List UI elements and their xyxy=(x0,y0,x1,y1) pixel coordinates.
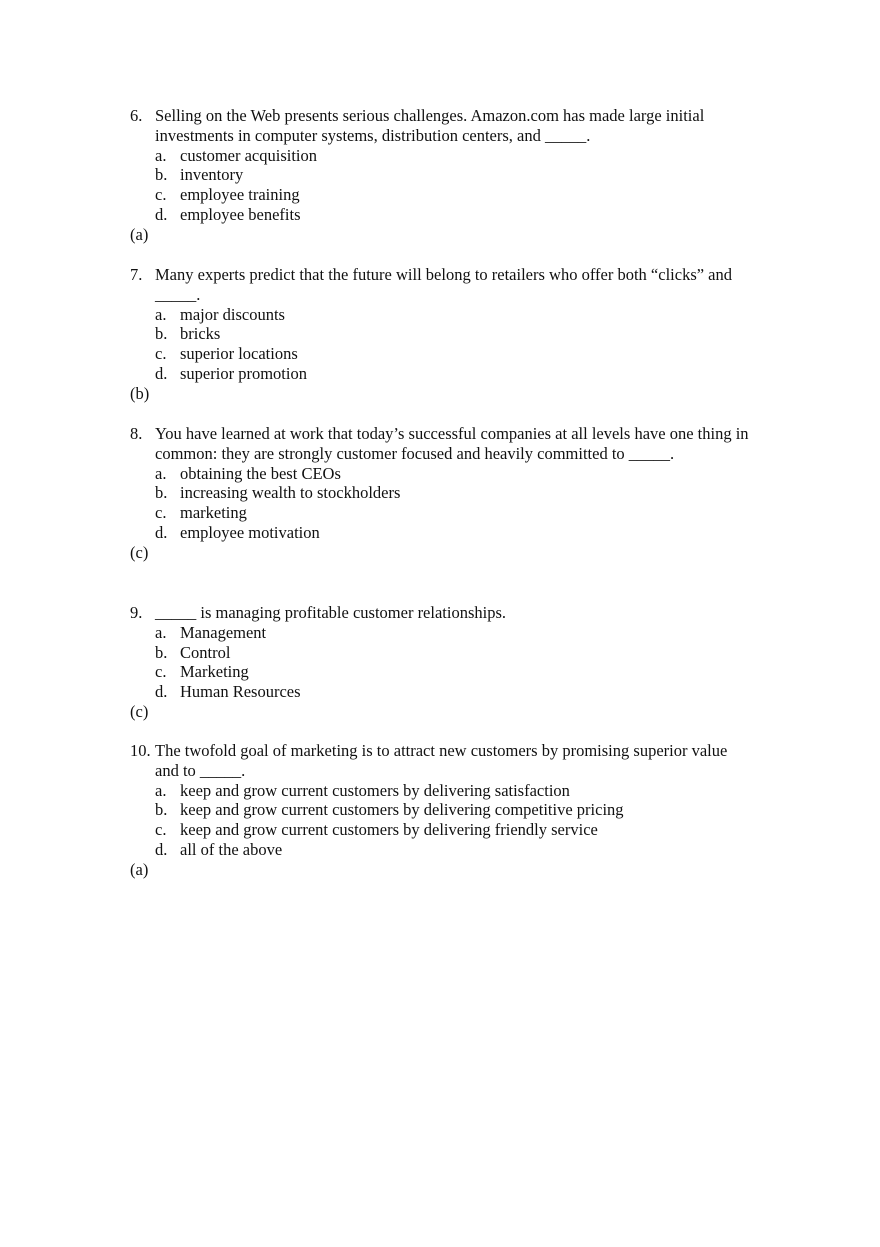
option-a xyxy=(155,781,750,801)
option-list xyxy=(130,464,750,543)
option-text: customer acquisition xyxy=(180,145,318,165)
option-letter: a. xyxy=(155,780,167,800)
option-b xyxy=(155,483,750,503)
option-c xyxy=(155,662,750,682)
question-6 xyxy=(130,106,750,245)
option-letter: a. xyxy=(155,304,167,324)
answer-key: (c) xyxy=(130,542,149,562)
question-text: You have learned at work that today’s successful companies at all levels have one thing in common: they are strongly customer focused and heavily committed to _____. xyxy=(155,424,749,463)
option-text: keep and grow current customers by delivering satisfaction xyxy=(180,780,570,800)
question-8 xyxy=(130,424,750,563)
option-list xyxy=(130,146,750,225)
option-letter: d. xyxy=(155,839,168,859)
option-d xyxy=(155,840,750,860)
option-text: keep and grow current customers by delivering friendly service xyxy=(180,820,598,840)
question-stem xyxy=(130,424,750,464)
option-text: Human Resources xyxy=(180,682,301,702)
answer-key: (b) xyxy=(130,383,150,403)
option-letter: d. xyxy=(155,204,168,224)
option-text: marketing xyxy=(180,503,247,523)
question-text: Many experts predict that the future will belong to retailers who offer both “clicks” and _____. xyxy=(155,265,733,304)
option-letter: b. xyxy=(155,165,168,185)
option-text: keep and grow current customers by delivering competitive pricing xyxy=(180,800,624,820)
option-c xyxy=(155,820,750,840)
option-text: superior promotion xyxy=(180,363,307,383)
option-d xyxy=(155,205,750,225)
option-letter: a. xyxy=(155,622,167,642)
option-letter: c. xyxy=(155,185,167,205)
option-letter: d. xyxy=(155,682,168,702)
question-7 xyxy=(130,265,750,404)
question-text: The twofold goal of marketing is to attract new customers by promising superior value and to _____. xyxy=(155,741,728,780)
option-a xyxy=(155,623,750,643)
option-d xyxy=(155,523,750,543)
option-c xyxy=(155,185,750,205)
option-text: Control xyxy=(180,642,231,662)
option-text: major discounts xyxy=(180,304,285,324)
answer-key: (a) xyxy=(130,224,149,244)
question-stem xyxy=(130,106,750,146)
option-text: employee training xyxy=(180,185,300,205)
question-text: _____ is managing profitable customer relationships. xyxy=(155,603,507,622)
answer-key: (c) xyxy=(130,701,149,721)
option-text: obtaining the best CEOs xyxy=(180,463,341,483)
question-10 xyxy=(130,741,750,880)
option-b xyxy=(155,324,750,344)
option-letter: b. xyxy=(155,483,168,503)
option-letter: b. xyxy=(155,324,168,344)
option-text: increasing wealth to stockholders xyxy=(180,483,401,503)
option-a xyxy=(155,464,750,484)
answer-key: (a) xyxy=(130,859,149,879)
option-letter: c. xyxy=(155,503,167,523)
option-letter: b. xyxy=(155,642,168,662)
option-b xyxy=(155,800,750,820)
option-text: inventory xyxy=(180,165,244,185)
option-list xyxy=(130,781,750,860)
question-stem xyxy=(130,265,750,305)
option-list xyxy=(130,623,750,702)
option-text: Marketing xyxy=(180,662,249,682)
option-d xyxy=(155,682,750,702)
option-a xyxy=(155,146,750,166)
option-letter: c. xyxy=(155,344,167,364)
option-text: employee motivation xyxy=(180,522,320,542)
question-number: 9. xyxy=(130,603,143,622)
question-number: 10. xyxy=(130,741,151,760)
question-text: Selling on the Web presents serious challenges. Amazon.com has made large initial investments in computer systems, distribution centers, and _____. xyxy=(155,106,705,145)
question-number: 7. xyxy=(130,265,143,284)
question-stem xyxy=(130,741,750,781)
question-stem xyxy=(130,603,750,623)
option-letter: c. xyxy=(155,820,167,840)
question-9 xyxy=(130,603,750,722)
question-number: 6. xyxy=(130,106,143,125)
option-d xyxy=(155,364,750,384)
option-a xyxy=(155,305,750,325)
option-list xyxy=(130,305,750,384)
option-c xyxy=(155,503,750,523)
option-text: bricks xyxy=(180,324,221,344)
option-letter: b. xyxy=(155,800,168,820)
question-number: 8. xyxy=(130,424,143,443)
option-letter: a. xyxy=(155,463,167,483)
option-text: superior locations xyxy=(180,344,298,364)
option-c xyxy=(155,344,750,364)
option-text: all of the above xyxy=(180,839,283,859)
option-letter: d. xyxy=(155,522,168,542)
option-letter: a. xyxy=(155,145,167,165)
option-letter: d. xyxy=(155,363,168,383)
option-text: Management xyxy=(180,622,267,642)
option-b xyxy=(155,165,750,185)
option-letter: c. xyxy=(155,662,167,682)
option-text: employee benefits xyxy=(180,204,301,224)
option-b xyxy=(155,643,750,663)
